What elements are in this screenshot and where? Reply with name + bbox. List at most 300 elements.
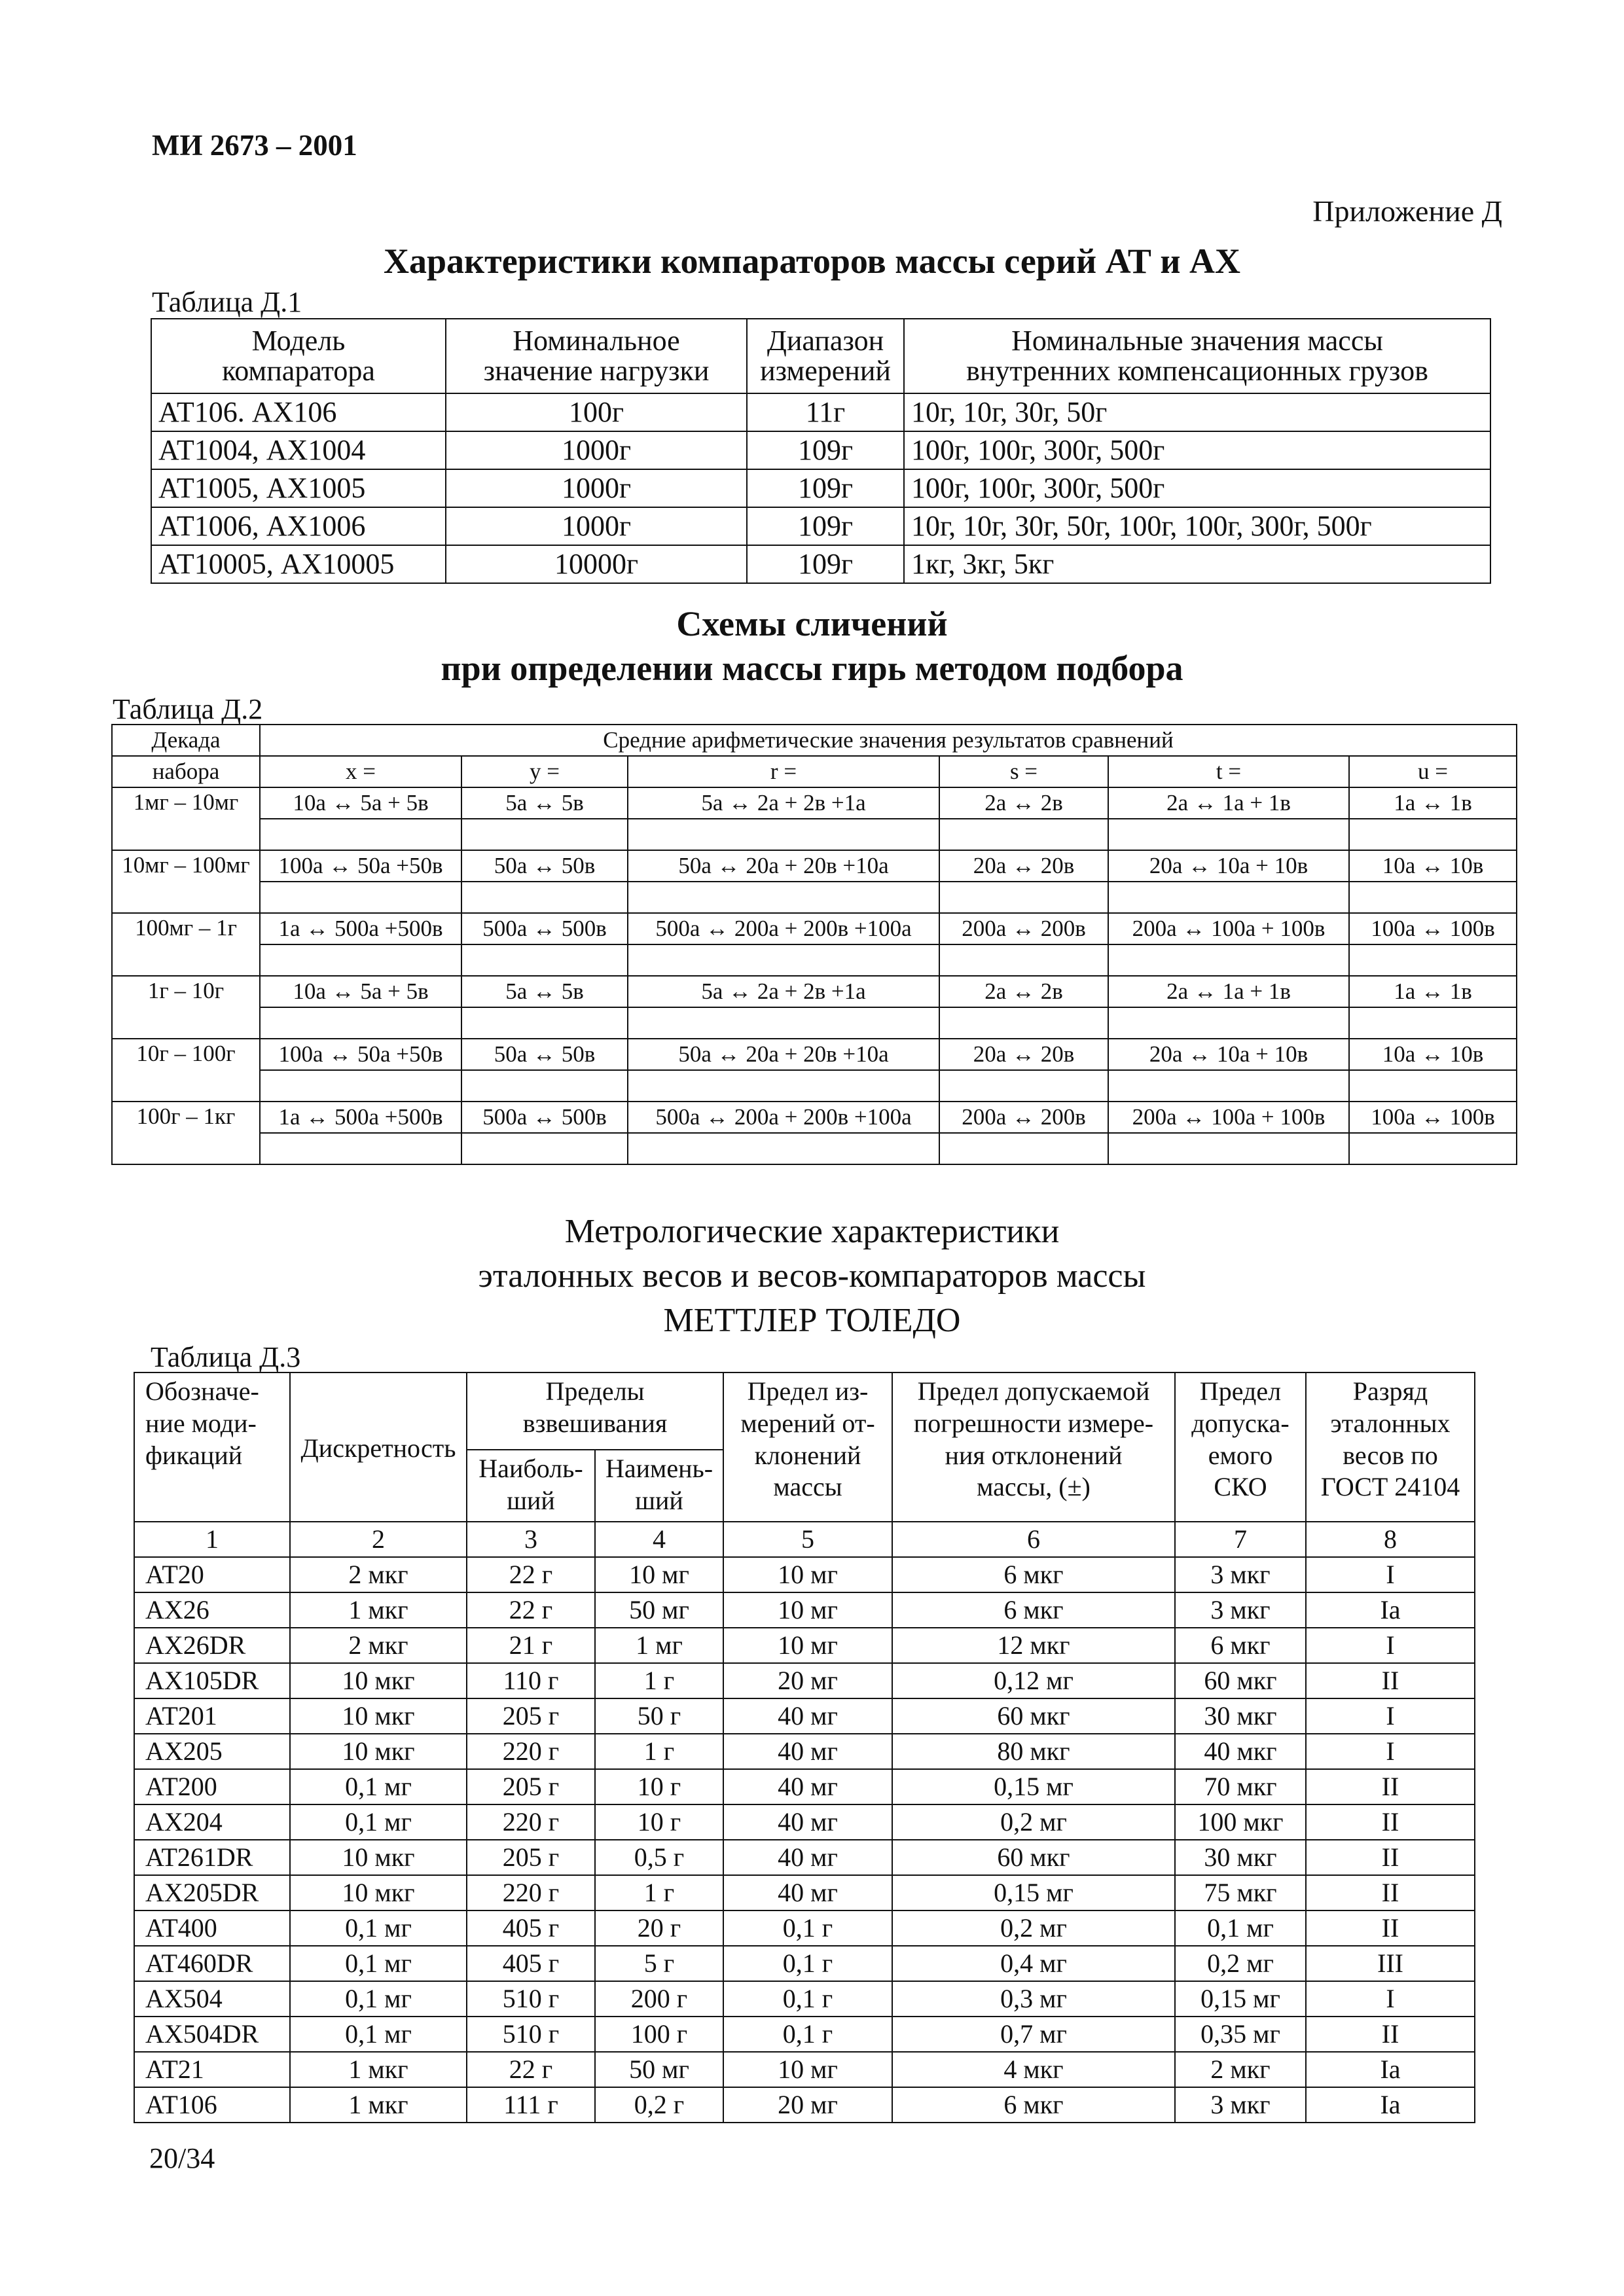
table-cell: 10 мг (723, 1628, 892, 1663)
table-cell: 510 г (467, 1981, 595, 2017)
table-cell: 100a ↔ 50a +50в (260, 850, 461, 882)
table-cell: 10 мкг (290, 1875, 467, 1910)
table-cell: 70 мкг (1175, 1769, 1306, 1804)
empty-cell (628, 819, 939, 850)
table-row (151, 545, 1490, 583)
table-cell: 0,15 мг (1175, 1981, 1306, 2017)
table-cell: 109г (747, 431, 904, 469)
table-cell: 0,7 мг (892, 2017, 1175, 2052)
table-cell: 100г, 100г, 300г, 500г (904, 469, 1490, 507)
table-cell: 109г (747, 469, 904, 507)
table-cell: АТ1004, АХ1004 (151, 431, 446, 469)
table2-col-x: x = (260, 756, 461, 787)
empty-cell (260, 1007, 461, 1039)
empty-cell (628, 1133, 939, 1164)
table-row-empty (112, 944, 1517, 976)
table-cell: 20a ↔ 20в (939, 850, 1108, 882)
column-number: 5 (723, 1522, 892, 1557)
table-cell: 111 г (467, 2087, 595, 2123)
table2-caption: Таблица Д.2 (113, 693, 263, 725)
table-row (112, 850, 1517, 882)
table-cell: 0,1 мг (290, 1769, 467, 1804)
table-cell: 100г, 100г, 300г, 500г (904, 431, 1490, 469)
table-row (134, 1840, 1475, 1875)
table-cell: I (1306, 1981, 1475, 2017)
table-cell: 205 г (467, 1840, 595, 1875)
table-row-empty (112, 1070, 1517, 1102)
table-cell: 100 мкг (1175, 1804, 1306, 1840)
table-cell: 10 г (595, 1804, 723, 1840)
table-cell: 0,1 мг (290, 1981, 467, 2017)
table2-decade: 10г – 100г (112, 1039, 260, 1102)
table-row (151, 393, 1490, 431)
table-row (134, 1628, 1475, 1663)
table-cell: 200a ↔ 100a + 100в (1108, 1102, 1349, 1133)
table-cell: АТ1006, АХ1006 (151, 507, 446, 545)
table-cell: 10 мг (723, 2052, 892, 2087)
table-cell: АХ205 (134, 1734, 290, 1769)
table-row (134, 1592, 1475, 1628)
table3-body (134, 1557, 1475, 2123)
table-cell: 50 мг (595, 1592, 723, 1628)
table-cell: АТ1005, АХ1005 (151, 469, 446, 507)
table-cell: 10 г (595, 1769, 723, 1804)
table-cell: 20a ↔ 10a + 10в (1108, 1039, 1349, 1070)
table-cell: 220 г (467, 1804, 595, 1840)
table-cell: 5a ↔ 5в (461, 787, 628, 819)
table-cell: 1000г (446, 431, 747, 469)
table-cell: 10 мкг (290, 1663, 467, 1698)
table-cell: II (1306, 1910, 1475, 1946)
table-cell: 6 мкг (892, 1557, 1175, 1592)
table-cell: 100a ↔ 100в (1349, 913, 1517, 944)
table-row (112, 787, 1517, 819)
table-cell: 200a ↔ 100a + 100в (1108, 913, 1349, 944)
table-row-empty (112, 1007, 1517, 1039)
table2-header-group: Средние арифметические значения результатов сравнений (260, 725, 1517, 756)
table-cell: 10 мг (723, 1557, 892, 1592)
table-row (134, 1734, 1475, 1769)
column-number: 2 (290, 1522, 467, 1557)
table-row (134, 2052, 1475, 2087)
table2-col-t: t = (1108, 756, 1349, 787)
table3-header-limits: Пределы взвешивания (467, 1372, 723, 1450)
empty-cell (939, 882, 1108, 913)
table-cell: 1000г (446, 469, 747, 507)
table3-header-sko: Предел допуска- емого СКО (1175, 1372, 1306, 1522)
table-row (134, 1981, 1475, 2017)
table-cell: АТ106 (134, 2087, 290, 2123)
table-cell: 50a ↔ 20a + 20в +10a (628, 1039, 939, 1070)
table3-caption: Таблица Д.3 (151, 1341, 301, 1373)
table-cell: 6 мкг (892, 1592, 1175, 1628)
document-code: МИ 2673 – 2001 (152, 129, 357, 162)
table-row (134, 1910, 1475, 1946)
empty-cell (461, 819, 628, 850)
table-cell: 0,15 мг (892, 1769, 1175, 1804)
table-cell: 0,1 мг (290, 1946, 467, 1981)
table1-header-row (151, 319, 1490, 393)
table-cell: I (1306, 1628, 1475, 1663)
column-number: 7 (1175, 1522, 1306, 1557)
table-cell: 1 г (595, 1663, 723, 1698)
table-cell: 10000г (446, 545, 747, 583)
table-cell: 10a ↔ 5a + 5в (260, 787, 461, 819)
table-cell: 1 г (595, 1734, 723, 1769)
table-cell: AX105DR (134, 1663, 290, 1698)
table-cell: 20a ↔ 10a + 10в (1108, 850, 1349, 882)
empty-cell (628, 944, 939, 976)
empty-cell (1349, 1070, 1517, 1102)
empty-cell (461, 1070, 628, 1102)
empty-cell (461, 882, 628, 913)
table-cell: 11г (747, 393, 904, 431)
table-cell: 0,1 г (723, 1981, 892, 2017)
table-cell: 500a ↔ 200a + 200в +100a (628, 1102, 939, 1133)
table-row (134, 1557, 1475, 1592)
table-cell: 500a ↔ 500в (461, 913, 628, 944)
table-cell: 50a ↔ 20a + 20в +10a (628, 850, 939, 882)
empty-cell (461, 944, 628, 976)
table-cell: AX205DR (134, 1875, 290, 1910)
table-cell: 2 мкг (1175, 2052, 1306, 2087)
table-cell: 21 г (467, 1628, 595, 1663)
table2-decade: 10мг – 100мг (112, 850, 260, 913)
table2-decade: 1г – 10г (112, 976, 260, 1039)
table-cell: 30 мкг (1175, 1840, 1306, 1875)
table-cell: 40 мг (723, 1769, 892, 1804)
table-row (134, 2017, 1475, 2052)
table-cell: 60 мкг (892, 1698, 1175, 1734)
table-cell: 40 мкг (1175, 1734, 1306, 1769)
table-cell: АТ201 (134, 1698, 290, 1734)
table2-col-y: y = (461, 756, 628, 787)
table-cell: 110 г (467, 1663, 595, 1698)
empty-cell (1349, 1007, 1517, 1039)
table3 (134, 1372, 1475, 2123)
table2-columns-row (112, 756, 1517, 787)
table3-header-designation: Обозначе- ние моди- фикаций (134, 1372, 290, 1522)
table2-title-line1: Схемы сличений (676, 604, 948, 643)
table2-decade: 100г – 1кг (112, 1102, 260, 1164)
table-cell: 200 г (595, 1981, 723, 2017)
empty-cell (1349, 882, 1517, 913)
table-cell: 3 мкг (1175, 1557, 1306, 1592)
table-cell: 50a ↔ 50в (461, 1039, 628, 1070)
table-cell: 22 г (467, 2052, 595, 2087)
empty-cell (939, 819, 1108, 850)
table-cell: II (1306, 1804, 1475, 1840)
table-cell: 205 г (467, 1698, 595, 1734)
empty-cell (1108, 944, 1349, 976)
table-cell: 1a ↔ 1в (1349, 787, 1517, 819)
table1-caption: Таблица Д.1 (152, 286, 302, 318)
table-cell: II (1306, 2017, 1475, 2052)
table-cell: 3 мкг (1175, 1592, 1306, 1628)
table-cell: 0,4 мг (892, 1946, 1175, 1981)
table1-header-model: Модель компаратора (151, 319, 446, 393)
table-cell: 220 г (467, 1734, 595, 1769)
table-cell: 0,5 г (595, 1840, 723, 1875)
table-cell: 5a ↔ 2a + 2в +1a (628, 976, 939, 1007)
table-row (112, 1039, 1517, 1070)
empty-cell (628, 882, 939, 913)
table-row (134, 1946, 1475, 1981)
table-cell: 1 г (595, 1875, 723, 1910)
table-cell: 510 г (467, 2017, 595, 2052)
table-cell: 100a ↔ 100в (1349, 1102, 1517, 1133)
table-cell: AX26DR (134, 1628, 290, 1663)
table-cell: АХ26 (134, 1592, 290, 1628)
table-cell: 5a ↔ 5в (461, 976, 628, 1007)
table-cell: АТ400 (134, 1910, 290, 1946)
table3-header-error-limit: Предел допускаемой погрешности измере- ния отклонений массы, (±) (892, 1372, 1175, 1522)
table3-title-line2: эталонных весов и весов-компараторов массы (478, 1257, 1146, 1295)
table-cell: 40 мг (723, 1875, 892, 1910)
table-row (112, 976, 1517, 1007)
empty-cell (628, 1007, 939, 1039)
table-row (134, 1769, 1475, 1804)
table-row-empty (112, 882, 1517, 913)
table2 (111, 724, 1517, 1165)
table-cell: 10 мкг (290, 1734, 467, 1769)
table-cell: II (1306, 1663, 1475, 1698)
table-cell: 4 мкг (892, 2052, 1175, 2087)
table2-decade: 100мг – 1г (112, 913, 260, 976)
empty-cell (939, 1133, 1108, 1164)
table-cell: III (1306, 1946, 1475, 1981)
table2-col-r: r = (628, 756, 939, 787)
table-cell: 0,12 мг (892, 1663, 1175, 1698)
table-cell: 3 мкг (1175, 2087, 1306, 2123)
table-cell: 500a ↔ 500в (461, 1102, 628, 1133)
empty-cell (260, 819, 461, 850)
empty-cell (628, 1070, 939, 1102)
table-cell: 50 мг (595, 2052, 723, 2087)
table-cell: AX504DR (134, 2017, 290, 2052)
appendix-label: Приложение Д (1312, 194, 1502, 228)
table-cell: 405 г (467, 1910, 595, 1946)
table-cell: 2 мкг (290, 1628, 467, 1663)
table-cell: 1a ↔ 500a +500в (260, 913, 461, 944)
table-cell: 30 мкг (1175, 1698, 1306, 1734)
table3-header-deviation-limit: Предел из- мерений от- клонений массы (723, 1372, 892, 1522)
table-cell: 10a ↔ 10в (1349, 850, 1517, 882)
table-cell: 5 г (595, 1946, 723, 1981)
table-row (134, 1663, 1475, 1698)
table-cell: 40 мг (723, 1804, 892, 1840)
table-cell: 0,35 мг (1175, 2017, 1306, 2052)
table2-header-row (112, 725, 1517, 756)
table-cell: 60 мкг (1175, 1663, 1306, 1698)
table-cell: I (1306, 1734, 1475, 1769)
table-cell: 0,1 г (723, 1910, 892, 1946)
table-cell: 0,1 мг (290, 2017, 467, 2052)
table-cell: 1a ↔ 500a +500в (260, 1102, 461, 1133)
table-cell: 0,1 мг (290, 1910, 467, 1946)
table-cell: 10a ↔ 5a + 5в (260, 976, 461, 1007)
table-cell: 6 мкг (892, 2087, 1175, 2123)
table-cell: АТ20 (134, 1557, 290, 1592)
table-cell: 100 г (595, 2017, 723, 2052)
table-cell: 1a ↔ 1в (1349, 976, 1517, 1007)
column-number: 1 (134, 1522, 290, 1557)
empty-cell (260, 1070, 461, 1102)
table-row (134, 1698, 1475, 1734)
table3-colnum-row (134, 1522, 1475, 1557)
table-cell: 0,2 г (595, 2087, 723, 2123)
table-cell: АХ204 (134, 1804, 290, 1840)
table-cell: 205 г (467, 1769, 595, 1804)
table-cell: 75 мкг (1175, 1875, 1306, 1910)
table-cell: 22 г (467, 1592, 595, 1628)
table-cell: II (1306, 1769, 1475, 1804)
table-row (134, 1804, 1475, 1840)
table1-header-weights: Номинальные значения массы внутренних компенсационных грузов (904, 319, 1490, 393)
table3-header-max: Наиболь- ший (467, 1450, 595, 1522)
table-row-empty (112, 819, 1517, 850)
column-number: 6 (892, 1522, 1175, 1557)
table2-title-line2: при определении массы гирь методом подбора (441, 649, 1183, 688)
table-cell: 80 мкг (892, 1734, 1175, 1769)
table2-header-decade-2: набора (112, 756, 260, 787)
table-cell: 0,1 г (723, 1946, 892, 1981)
table-cell: 2a ↔ 1a + 1в (1108, 787, 1349, 819)
table3-title-line1: Метрологические характеристики (564, 1213, 1060, 1250)
table-cell: 20a ↔ 20в (939, 1039, 1108, 1070)
table-cell: 0,1 г (723, 2017, 892, 2052)
table-cell: 109г (747, 507, 904, 545)
table-cell: 200a ↔ 200в (939, 913, 1108, 944)
table-cell: 10 мкг (290, 1840, 467, 1875)
empty-cell (939, 1007, 1108, 1039)
table-row (151, 469, 1490, 507)
table-cell: 2a ↔ 1a + 1в (1108, 976, 1349, 1007)
table-row (134, 1875, 1475, 1910)
empty-cell (260, 882, 461, 913)
table-row-empty (112, 1133, 1517, 1164)
table-cell: АТ21 (134, 2052, 290, 2087)
table-row (112, 913, 1517, 944)
table-cell: II (1306, 1840, 1475, 1875)
empty-cell (1108, 1070, 1349, 1102)
empty-cell (260, 944, 461, 976)
empty-cell (461, 1133, 628, 1164)
table-cell: 10a ↔ 10в (1349, 1039, 1517, 1070)
table-cell: 1 мг (595, 1628, 723, 1663)
table-cell: АТ10005, АХ10005 (151, 545, 446, 583)
table-cell: 10 мкг (290, 1698, 467, 1734)
table-cell: 5a ↔ 2a + 2в +1a (628, 787, 939, 819)
table-cell: 40 мг (723, 1734, 892, 1769)
table-cell: Ia (1306, 1592, 1475, 1628)
page-number: 20/34 (149, 2142, 215, 2174)
table-row (134, 2087, 1475, 2123)
table-cell: Ia (1306, 2087, 1475, 2123)
table2-col-s: s = (939, 756, 1108, 787)
table-cell: 10г, 10г, 30г, 50г (904, 393, 1490, 431)
table-cell: 1 мкг (290, 2087, 467, 2123)
table-row (112, 1102, 1517, 1133)
empty-cell (1349, 819, 1517, 850)
table-cell: 22 г (467, 1557, 595, 1592)
table-cell: 109г (747, 545, 904, 583)
table-cell: 60 мкг (892, 1840, 1175, 1875)
table-cell: 12 мкг (892, 1628, 1175, 1663)
column-number: 8 (1306, 1522, 1475, 1557)
table-cell: 500a ↔ 200a + 200в +100a (628, 913, 939, 944)
table-cell: АТ106. АХ106 (151, 393, 446, 431)
table-cell: 10 мг (595, 1557, 723, 1592)
empty-cell (1108, 882, 1349, 913)
table-cell: 10 мг (723, 1592, 892, 1628)
table-cell: АТ200 (134, 1769, 290, 1804)
table-cell: AT261DR (134, 1840, 290, 1875)
table-cell: 0,1 мг (1175, 1910, 1306, 1946)
empty-cell (939, 1070, 1108, 1102)
table-cell: 0,2 мг (1175, 1946, 1306, 1981)
table-cell: 2a ↔ 2в (939, 976, 1108, 1007)
table-cell: 50a ↔ 50в (461, 850, 628, 882)
empty-cell (260, 1133, 461, 1164)
empty-cell (1349, 1133, 1517, 1164)
table3-header-min: Наимень- ший (595, 1450, 723, 1522)
empty-cell (1108, 1007, 1349, 1039)
table-row (151, 507, 1490, 545)
table1-title: Характеристики компараторов массы серий АТ и АХ (384, 242, 1240, 281)
table-cell: 40 мг (723, 1840, 892, 1875)
table-cell: 0,1 мг (290, 1804, 467, 1840)
table-cell: Ia (1306, 2052, 1475, 2087)
table-cell: 0,15 мг (892, 1875, 1175, 1910)
table-cell: 100a ↔ 50a +50в (260, 1039, 461, 1070)
table-cell: 0,3 мг (892, 1981, 1175, 2017)
table-cell: 40 мг (723, 1698, 892, 1734)
table-cell: 20 мг (723, 1663, 892, 1698)
table3-header-row (134, 1372, 1475, 1450)
table-cell: 6 мкг (1175, 1628, 1306, 1663)
table1 (151, 318, 1491, 584)
table-cell: 100г (446, 393, 747, 431)
empty-cell (939, 944, 1108, 976)
table-cell: 50 г (595, 1698, 723, 1734)
table-cell: I (1306, 1698, 1475, 1734)
table1-header-range: Диапазон измерений (747, 319, 904, 393)
table-cell: II (1306, 1875, 1475, 1910)
empty-cell (1108, 819, 1349, 850)
table-row (151, 431, 1490, 469)
table1-header-load: Номинальное значение нагрузки (446, 319, 747, 393)
table-cell: 1 мкг (290, 1592, 467, 1628)
table-cell: 2a ↔ 2в (939, 787, 1108, 819)
table-cell: 0,2 мг (892, 1910, 1175, 1946)
table3-header-class: Разряд эталонных весов по ГОСТ 24104 (1306, 1372, 1475, 1522)
table-cell: 10г, 10г, 30г, 50г, 100г, 100г, 300г, 500г (904, 507, 1490, 545)
table-cell: I (1306, 1557, 1475, 1592)
column-number: 3 (467, 1522, 595, 1557)
table-cell: AT460DR (134, 1946, 290, 1981)
table-cell: 1кг, 3кг, 5кг (904, 545, 1490, 583)
table-cell: 0,2 мг (892, 1804, 1175, 1840)
table-cell: 200a ↔ 200в (939, 1102, 1108, 1133)
table3-header-discreteness: Дискретность (290, 1372, 467, 1522)
table-cell: 405 г (467, 1946, 595, 1981)
table-cell: 1 мкг (290, 2052, 467, 2087)
empty-cell (1349, 944, 1517, 976)
table3-title-line3: МЕТТЛЕР ТОЛЕДО (663, 1302, 961, 1339)
column-number: 4 (595, 1522, 723, 1557)
table-cell: 20 г (595, 1910, 723, 1946)
